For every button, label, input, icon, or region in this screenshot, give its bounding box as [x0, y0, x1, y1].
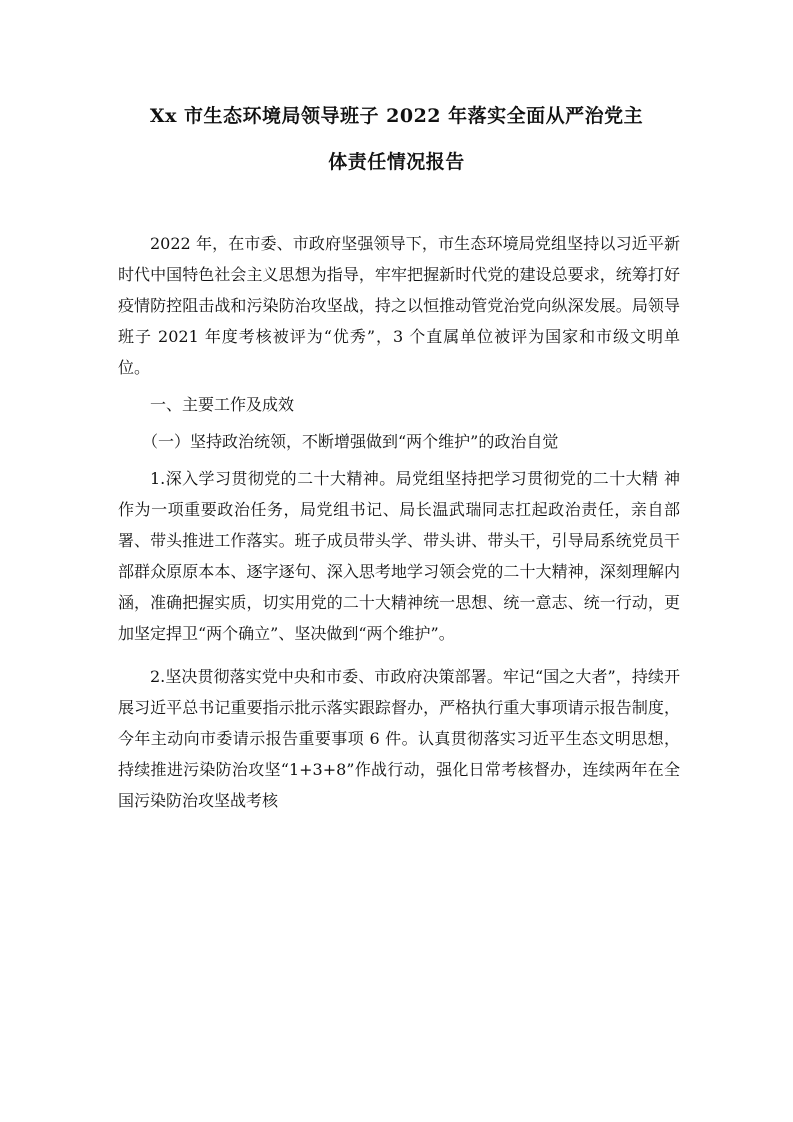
title-line-2: 体责任情况报告	[328, 151, 465, 173]
section-heading: 一、主要工作及成效	[150, 395, 295, 414]
subsection-heading: （一）坚持政治统领，不断增强做到“两个维护”的政治自觉	[142, 432, 559, 451]
paragraph-item-2: 2.坚决贯彻落实党中央和市委、市政府决策部署。牢记“国之大者”，持续开展习近平总书记重要指示批示落实跟踪督办，严格执行重大事项请示报告制度，今年主动向市委请示报告重要事项 6 件。认真贯彻落实习近平生态文明思想，持续推进污染防治攻坚“1+3+8”作战行动，强化日常考核督办，连续两年在全国污染防治攻坚战考核	[118, 667, 680, 810]
intro-paragraph: 2022 年，在市委、市政府坚强领导下，市生态环境局党组坚持以习近平新时代中国特色社会主义思想为指导，牢牢把握新时代党的建设总要求，统筹打好疫情防控阻击战和污染防治攻坚战，持之以恒推动管党治党向纵深发展。局领导班子 2021 年度考核被评为“优秀”，3 个直属单位被评为国家和市级文明单位。	[118, 234, 680, 377]
paragraph-item-1: 1.深入学习贯彻党的二十大精神。局党组坚持把学习贯彻党的二十大精 神作为一项重要政治任务，局党组书记、局长温武瑞同志扛起政治责任，亲自部署、带头推进工作落实。班子成员带头学、带头讲、带头干，引导局系统党员干部群众原原本本、逐字逐句、深入思考地学习领会党的二十大精神，深刻理解内涵，准确把握实质，切实用党的二十大精神统一思想、统一意志、统一行动，更加坚定捍卫“两个确立”、坚决做到“两个维护”。	[118, 469, 680, 643]
document-body	[118, 228, 680, 816]
document-title	[110, 93, 683, 185]
title-line-1: Xx 市生态环境局领导班子 2022 年落实全面从严治党主	[149, 105, 644, 127]
